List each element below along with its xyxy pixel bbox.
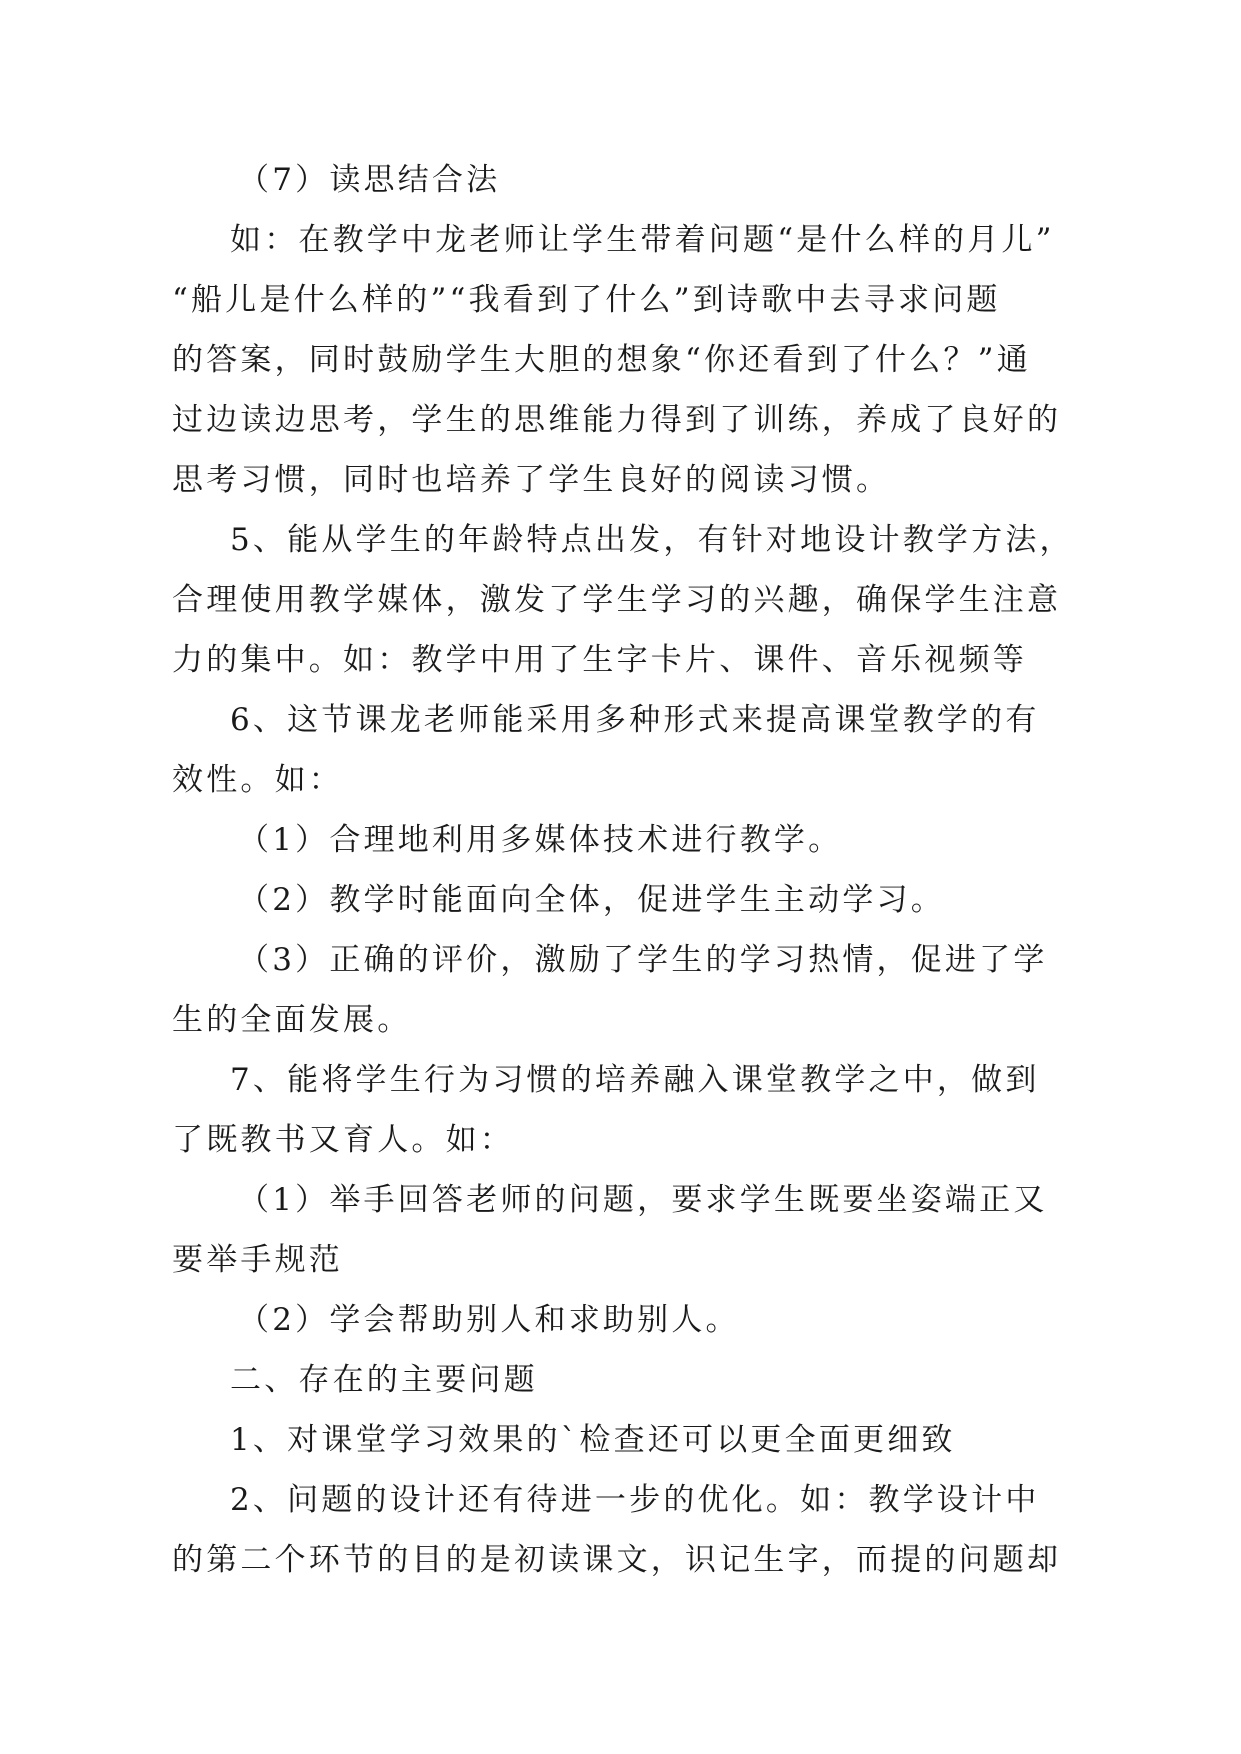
paragraph-line: “船儿是什么样的”“我看到了什么”到诗歌中去寻求问题 bbox=[172, 282, 1001, 318]
subheading-method-7: （7）读思结合法 bbox=[238, 162, 501, 198]
paragraph-line: 生的全面发展。 bbox=[172, 1002, 412, 1038]
paragraph-line: 2、问题的设计还有待进一步的优化。如：教学设计中 bbox=[230, 1482, 1040, 1518]
paragraph-line: 的第二个环节的目的是初读课文，识记生字，而提的问题却 bbox=[172, 1542, 1062, 1578]
paragraph-line: 的答案，同时鼓励学生大胆的想象“你还看到了什么？”通 bbox=[172, 342, 1031, 378]
section-heading: 二、存在的主要问题 bbox=[230, 1362, 538, 1398]
paragraph-line: 力的集中。如：教学中用了生字卡片、课件、音乐视频等 bbox=[172, 642, 1027, 678]
list-item: （2）学会帮助别人和求助别人。 bbox=[238, 1302, 740, 1338]
paragraph-line: 1、对课堂学习效果的`检查还可以更全面更细致 bbox=[230, 1422, 956, 1458]
list-item: （2）教学时能面向全体，促进学生主动学习。 bbox=[238, 882, 945, 918]
paragraph-line: 效性。如： bbox=[172, 762, 343, 798]
paragraph-line: 要举手规范 bbox=[172, 1242, 343, 1278]
paragraph-line: 合理使用教学媒体，激发了学生学习的兴趣，确保学生注意 bbox=[172, 582, 1062, 618]
paragraph-line: 6、这节课龙老师能采用多种形式来提高课堂教学的有 bbox=[230, 702, 1040, 738]
list-item: （1）合理地利用多媒体技术进行教学。 bbox=[238, 822, 843, 858]
paragraph-line: 7、能将学生行为习惯的培养融入课堂教学之中，做到 bbox=[230, 1062, 1040, 1098]
list-item: （3）正确的评价，激励了学生的学习热情，促进了学 bbox=[238, 942, 1048, 978]
paragraph-line: 5、能从学生的年龄特点出发，有针对地设计教学方法， bbox=[230, 522, 1074, 558]
paragraph-line: 思考习惯，同时也培养了学生良好的阅读习惯。 bbox=[172, 462, 891, 498]
paragraph-line: 了既教书又育人。如： bbox=[172, 1122, 514, 1158]
paragraph-line: 过边读边思考，学生的思维能力得到了训练，养成了良好的 bbox=[172, 402, 1062, 438]
list-item: （1）举手回答老师的问题，要求学生既要坐姿端正又 bbox=[238, 1182, 1048, 1218]
paragraph-line: 如：在教学中龙老师让学生带着问题“是什么样的月儿” bbox=[230, 222, 1055, 258]
